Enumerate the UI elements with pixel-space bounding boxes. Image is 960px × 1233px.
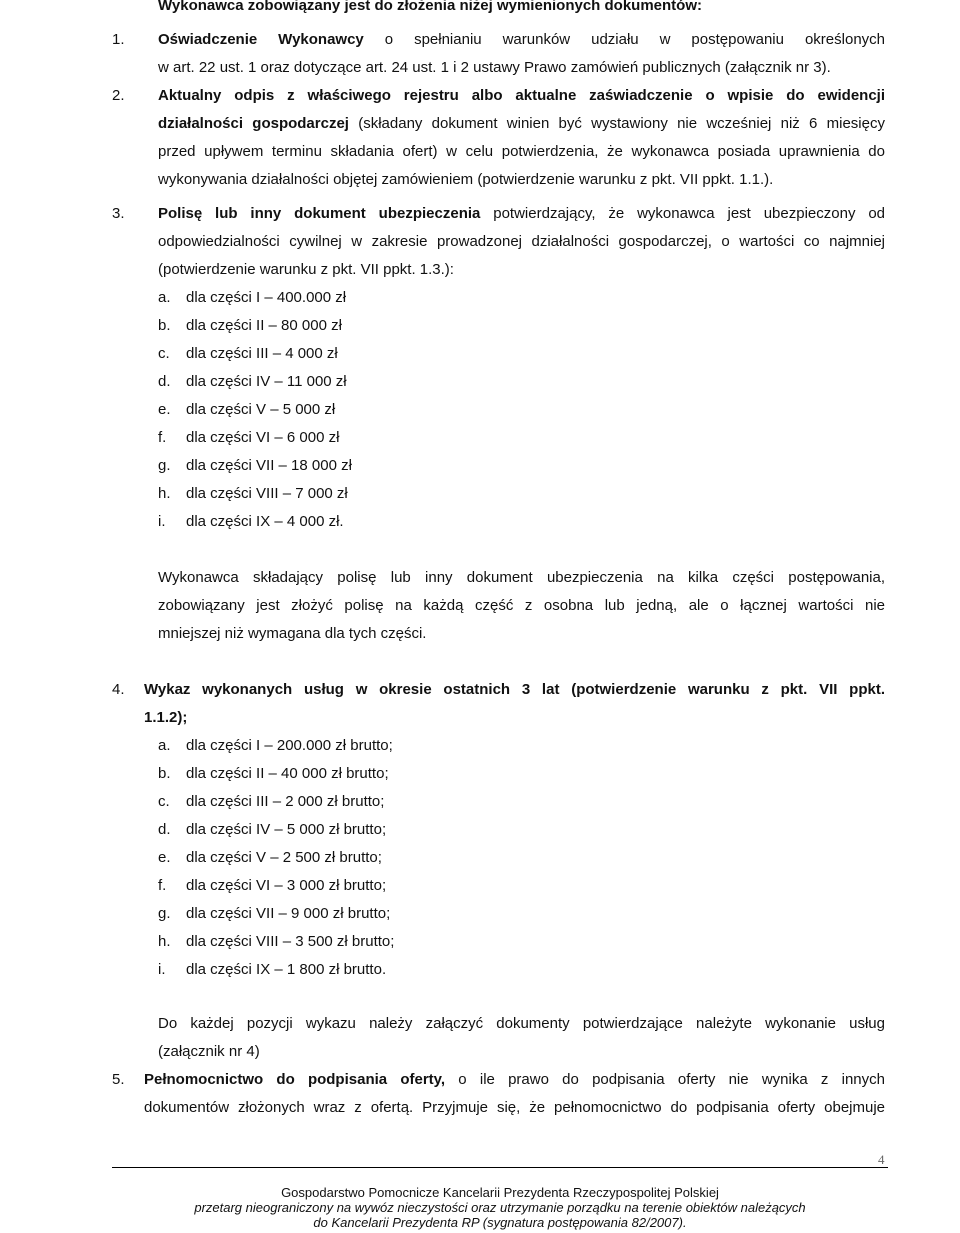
list-item: a. [158, 737, 171, 754]
list-item: f. [158, 429, 167, 446]
list-item: g. [158, 905, 171, 922]
list-item-text: dla części IV – 11 000 zł [186, 373, 347, 390]
page-number: 4 [878, 1152, 885, 1167]
item2-line1: Aktualny odpis z właściwego rejestru albo aktualne zaświadczenie o wpisie do ewidencji [158, 87, 885, 104]
list-item: d. [158, 821, 171, 838]
item5-number: 5. [112, 1071, 125, 1088]
item1-rest: o spełnianiu warunków udziału w postępowaniu określonych [363, 31, 885, 48]
item3-number: 3. [112, 205, 125, 222]
list-item-text: dla części I – 200.000 zł brutto; [186, 737, 393, 754]
item4-line2: 1.1.2); [144, 709, 188, 726]
list-item: f. [158, 877, 167, 894]
footer-divider [112, 1167, 888, 1168]
list-item: g. [158, 457, 171, 474]
item3-line3: (potwierdzenie warunku z pkt. VII ppkt. 1.3.): [158, 261, 454, 278]
list-item-text: dla części VII – 18 000 zł [186, 457, 352, 474]
list-item-text: dla części II – 80 000 zł [186, 317, 342, 334]
item3-note-line2: zobowiązany jest złożyć polisę na każdą część z osobna lub jedną, ale o łącznej wartości nie [158, 597, 885, 614]
item2-line2-rest: (składany dokument winien być wystawiony nie wcześniej niż 6 miesięcy [348, 115, 885, 132]
list-item: c. [158, 793, 170, 810]
item1-line2: w art. 22 ust. 1 oraz dotyczące art. 24 ust. 1 i 2 ustawy Prawo zamówień publicznych (załącznik nr 3). [158, 59, 831, 76]
item5-bold: Pełnomocnictwo do podpisania oferty, [144, 1071, 446, 1088]
item4-note-line1: Do każdej pozycji wykazu należy załączyć dokumenty potwierdzające należyte wykonanie usług [158, 1015, 885, 1032]
item3-note-line1: Wykonawca składający polisę lub inny dokument ubezpieczenia na kilka części postępowania, [158, 569, 885, 586]
list-item-text: dla części IX – 1 800 zł brutto. [186, 961, 387, 978]
item4-line1: Wykaz wykonanych usług w okresie ostatnich 3 lat (potwierdzenie warunku z pkt. VII ppkt. [144, 681, 885, 698]
item3-note-line3: mniejszej niż wymagana dla tych części. [158, 625, 427, 642]
item5-rest: o ile prawo do podpisania oferty nie wynika z innych [445, 1071, 885, 1088]
item1-bold: Oświadczenie Wykonawcy [158, 31, 364, 48]
item5-line2: dokumentów złożonych wraz z ofertą. Przyjmuje się, że pełnomocnictwo do podpisania oferty obejmuje [144, 1099, 885, 1116]
list-item-text: dla części IV – 5 000 zł brutto; [186, 821, 387, 838]
item4-number: 4. [112, 681, 125, 698]
list-item-text: dla części III – 4 000 zł [186, 345, 338, 362]
item5-line1 [144, 1070, 885, 1090]
list-item-text: dla części I – 400.000 zł [186, 289, 347, 306]
item2-line4: wykonywania działalności objętej zamówieniem (potwierdzenie warunku z pkt. VII ppkt. 1.1.). [158, 171, 774, 188]
list-item: d. [158, 373, 171, 390]
item2-line3: przed upływem terminu składania ofert) w celu potwierdzenia, że wykonawca posiada uprawnienia do [158, 143, 885, 160]
item3-bold: Polisę lub inny dokument ubezpieczenia [158, 205, 481, 222]
list-item-text: dla części VI – 6 000 zł [186, 429, 340, 446]
intro-heading: Wykonawca zobowiązany jest do złożenia niżej wymienionych dokumentów: [158, 0, 702, 14]
item3-line2: odpowiedzialności cywilnej w zakresie prowadzonej działalności gospodarczej, o wartości co najmniej [158, 233, 885, 250]
list-item: e. [158, 401, 171, 418]
list-item: h. [158, 485, 171, 502]
list-item: h. [158, 933, 171, 950]
item1-number: 1. [112, 31, 125, 48]
list-item: b. [158, 765, 171, 782]
item4-note-line2: (załącznik nr 4) [158, 1043, 260, 1060]
list-item-text: dla części VIII – 7 000 zł [186, 485, 348, 502]
list-item-text: dla części VIII – 3 500 zł brutto; [186, 933, 395, 950]
list-item: i. [158, 513, 166, 530]
item2-bold: działalności gospodarczej [158, 115, 349, 132]
item1-line1 [158, 30, 885, 50]
list-item-text: dla części IX – 4 000 zł. [186, 513, 344, 530]
list-item: a. [158, 289, 171, 306]
list-item-text: dla części V – 5 000 zł [186, 401, 336, 418]
footer-line3: do Kancelarii Prezydenta RP (sygnatura postępowania 82/2007). [313, 1215, 687, 1230]
list-item-text: dla części VI – 3 000 zł brutto; [186, 877, 387, 894]
item2-number: 2. [112, 87, 125, 104]
footer-line1: Gospodarstwo Pomocnicze Kancelarii Prezydenta Rzeczypospolitej Polskiej [281, 1185, 719, 1200]
footer-line2: przetarg nieograniczony na wywóz nieczystości oraz utrzymanie porządku na terenie obiektów należących [194, 1200, 806, 1215]
list-item: i. [158, 961, 166, 978]
item3-rest: potwierdzający, że wykonawca jest ubezpieczony od [480, 205, 885, 222]
list-item-text: dla części VII – 9 000 zł brutto; [186, 905, 391, 922]
item3-line1 [158, 204, 885, 224]
list-item-text: dla części III – 2 000 zł brutto; [186, 793, 385, 810]
list-item: e. [158, 849, 171, 866]
list-item-text: dla części V – 2 500 zł brutto; [186, 849, 382, 866]
list-item-text: dla części II – 40 000 zł brutto; [186, 765, 389, 782]
item2-line2 [158, 114, 885, 134]
list-item: c. [158, 345, 170, 362]
list-item: b. [158, 317, 171, 334]
